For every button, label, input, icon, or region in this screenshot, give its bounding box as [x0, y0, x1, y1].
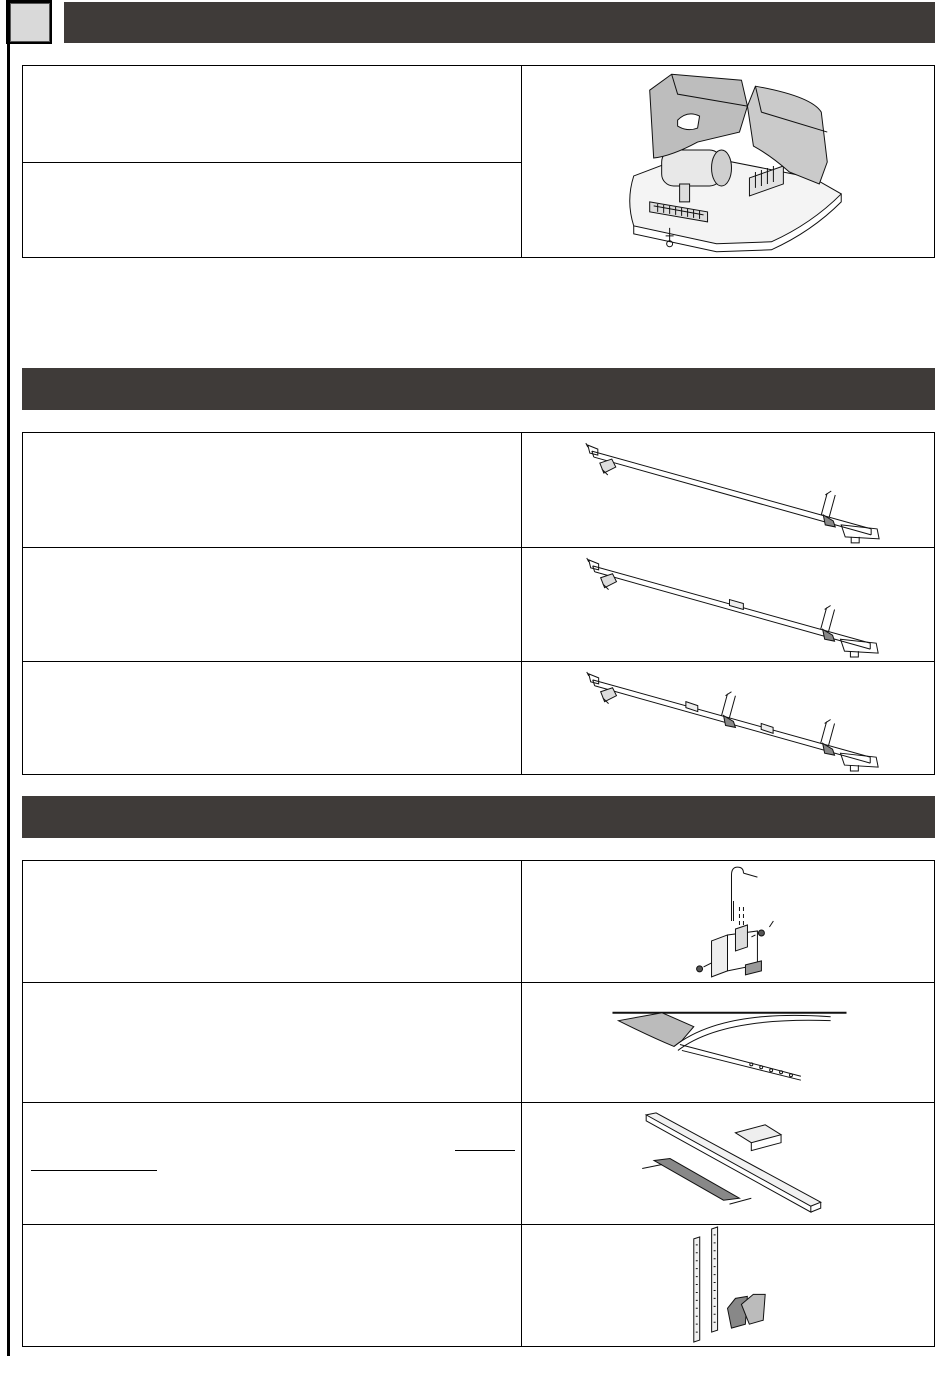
rail-one-piece-illustration: [521, 433, 934, 547]
section3-row-3-text: [23, 1103, 521, 1224]
section2-table: [22, 432, 935, 775]
hanging-brackets-illustration: [521, 1225, 934, 1346]
section1-table: [22, 65, 935, 258]
section1-row-1-text: [23, 66, 521, 162]
section3-row-4: [23, 1224, 934, 1346]
rail-two-piece-illustration: [521, 548, 934, 661]
section1-row-2: [23, 162, 521, 257]
section1-row-2-text: [23, 163, 521, 257]
page-header-bar: [64, 2, 935, 43]
section3-row-2: [23, 982, 934, 1102]
section3-row-2-text: [23, 983, 521, 1102]
section3-row-1-text: [23, 861, 521, 982]
section2-row-1: [23, 433, 934, 547]
door-arm-illustration: [521, 983, 934, 1102]
section3-row-4-text: [23, 1225, 521, 1346]
section3-title-bar: [22, 796, 935, 838]
rail-profile-illustration: [521, 1103, 934, 1224]
opener-motor-illustration: [521, 66, 934, 257]
page-number-box: [10, 3, 50, 42]
section3-row-1: [23, 861, 934, 982]
text-underline-1: [455, 1150, 515, 1151]
section2-row-3-text: [23, 662, 521, 774]
text-underline-2: [31, 1170, 157, 1171]
section2-row-3: [23, 661, 934, 774]
door-bracket-illustration: [521, 861, 934, 982]
section2-row-1-text: [23, 433, 521, 547]
section2-title-bar: [22, 368, 935, 410]
section2-row-2: [23, 547, 934, 661]
section3-row-3: [23, 1102, 934, 1224]
rail-three-piece-illustration: [521, 662, 934, 774]
left-margin-rule: [7, 44, 10, 1356]
section3-table: [22, 860, 935, 1347]
section2-row-2-text: [23, 548, 521, 661]
